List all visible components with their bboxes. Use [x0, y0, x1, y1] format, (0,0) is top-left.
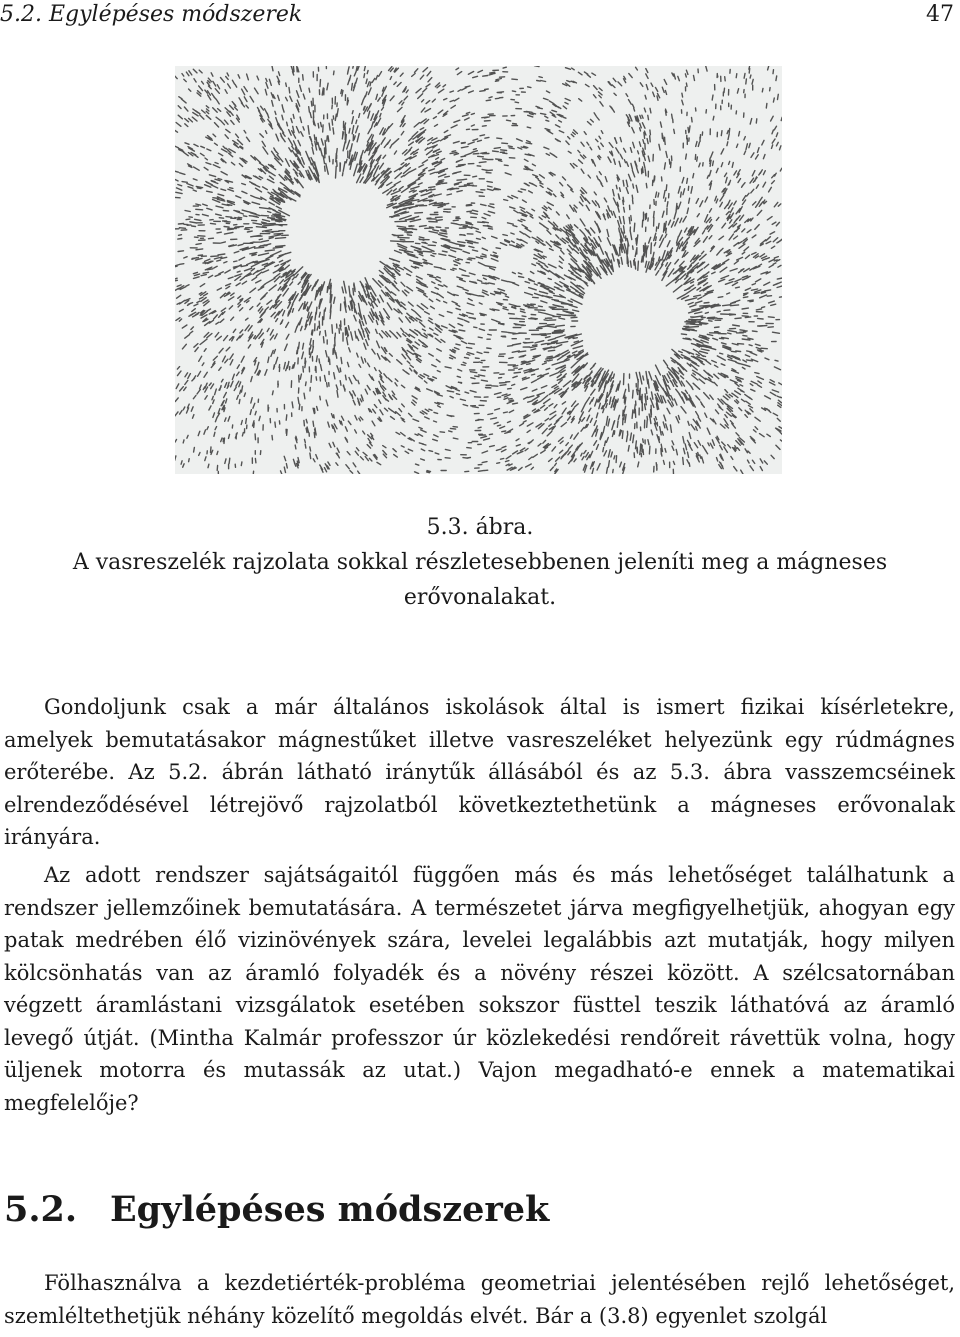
page-number: 47	[926, 2, 954, 27]
iron-filings-figure	[175, 66, 782, 474]
body-paragraph-1: Gondoljunk csak a már általános iskolások által is ismert fizikai kísérletekre, amelyek bemutatásakor mágnestűket illetve vasreszeléket helyezünk egy rúdmágnes erőterébe. Az 5.2. ábrán látható iránytűk állásából és az 5.3. ábra vasszemcséinek elrendeződésével létrejövő rajzolatból következtethetünk a mágneses erővonalak irányára.	[4, 695, 955, 849]
running-header	[0, 0, 954, 30]
body-paragraph-3: Fölhasználva a kezdetiérték-probléma geometriai jelentésében rejlő lehetőséget, szemléltethetjük néhány közelítő megoldás elvét. Bár a (3.8) egyenlet szolgál	[4, 1271, 955, 1328]
figure-caption: A vasreszelék rajzolata sokkal részletesebbenen jeleníti meg a mágneses erővonalakat.	[72, 550, 888, 610]
section-heading	[4, 1186, 549, 1234]
body-paragraph-2: Az adott rendszer sajátságaitól függően más és más lehetőséget találhatunk a rendszer jellemzőinek bemutatására. A természetet járva megfigyelhetjük, ahogyan egy patak medrében élő vizinövények szára, levelei legalábbis azt mutatják, hogy milyen kölcsönhatás van az áramló folyadék és a növény részei között. A szélcsatornában végzett áramlástani vizsgálatok esetében sokszor füsttel teszik láthatóvá az áramló levegő útját. (Mintha Kalmár professzor úr közlekedési rendőreit rávettük volna, hogy üljenek motorra és mutassák az utat.) Vajon megadható-e ennek a matematikai megfelelője?	[4, 863, 955, 1115]
iron-filings-image	[175, 66, 782, 474]
filings-group	[175, 66, 782, 474]
filings-strokes	[175, 66, 782, 474]
running-title: 5.2. Egylépéses módszerek	[0, 2, 303, 27]
section-number: 5.2.	[4, 1189, 78, 1230]
figure-label: 5.3. ábra.	[426, 515, 534, 540]
section-title: Egylépéses módszerek	[110, 1189, 550, 1230]
